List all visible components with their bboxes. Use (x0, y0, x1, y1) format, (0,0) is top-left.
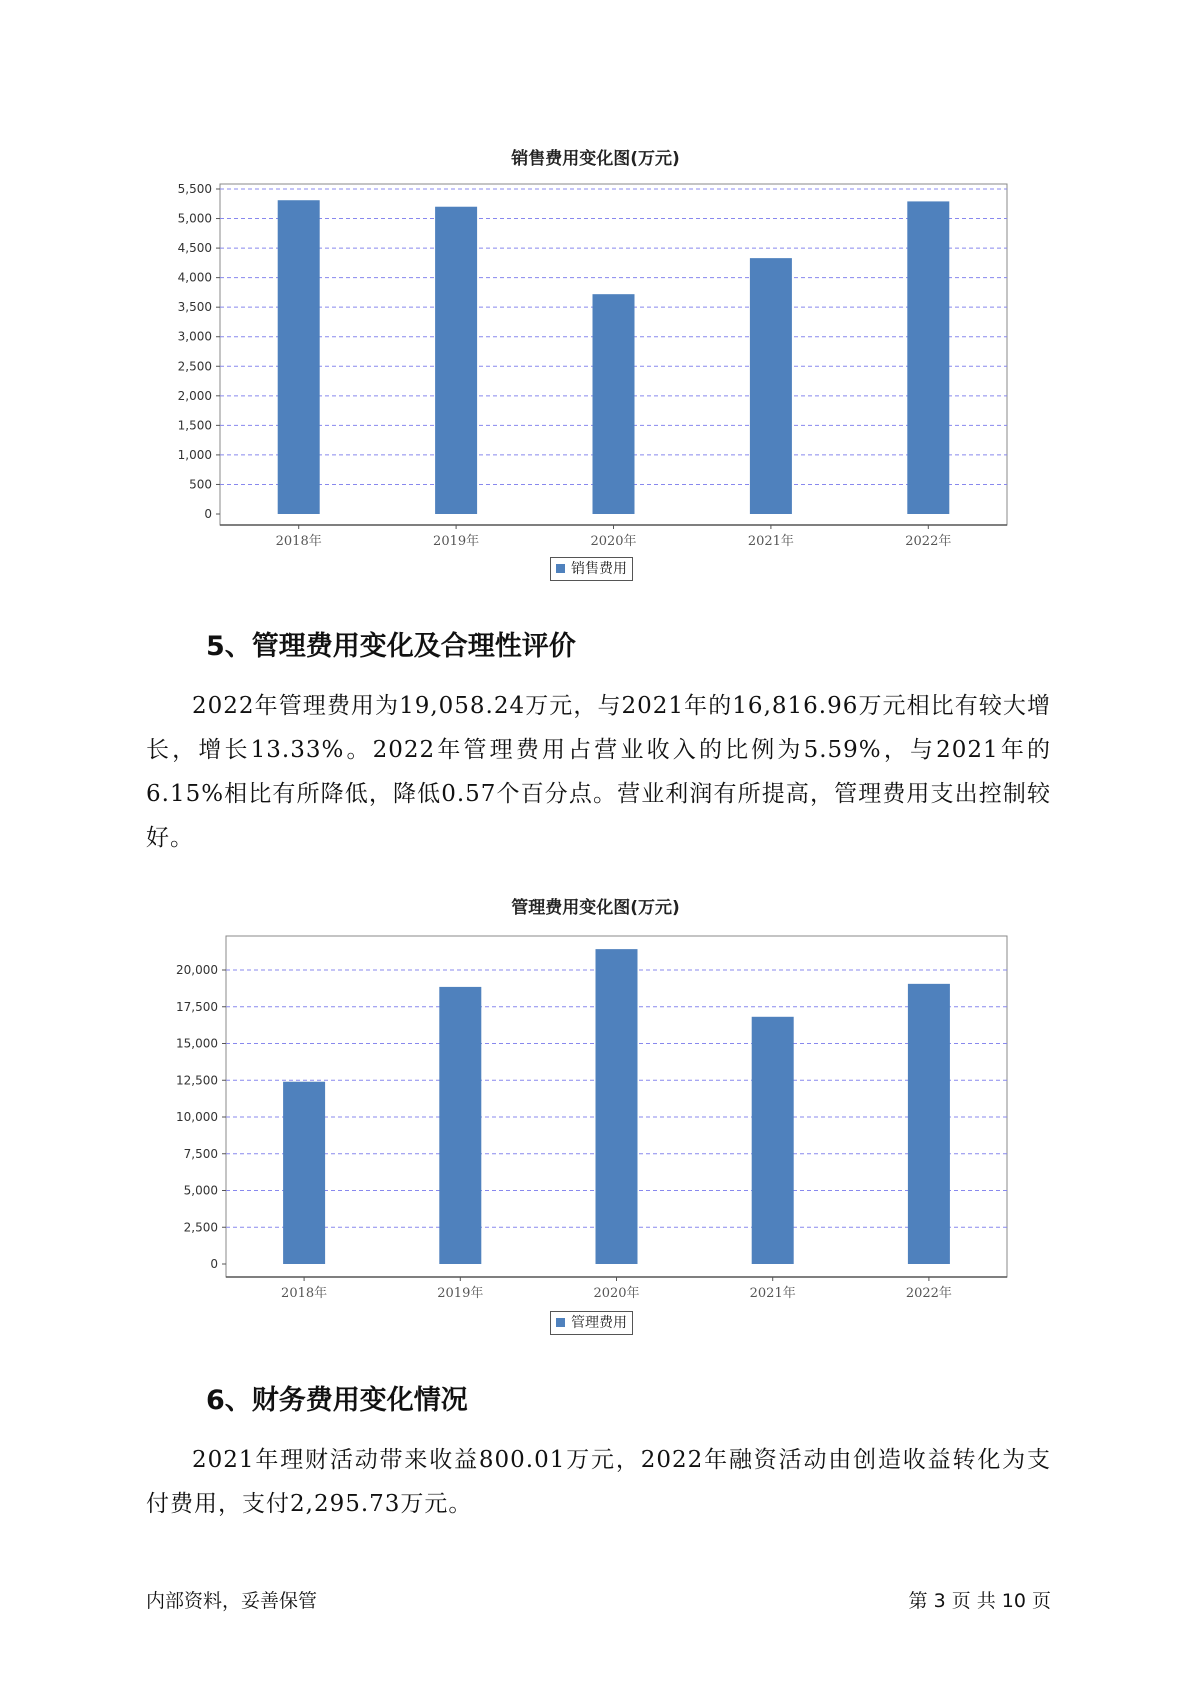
section-5-heading: 5、管理费用变化及合理性评价 (206, 631, 576, 662)
y-tick-label: 2,000 (177, 388, 212, 403)
y-tick-label: 15,000 (176, 1036, 218, 1051)
y-tick-label: 4,000 (177, 270, 212, 285)
y-tick-label: 10,000 (176, 1110, 218, 1124)
y-tick-label: 0 (210, 1257, 218, 1271)
x-tick-label: 2021年 (747, 534, 794, 549)
x-tick-label: 2021年 (749, 1286, 796, 1301)
admin-chart-title: 管理费用变化图(万元) (511, 898, 680, 918)
y-tick-label: 20,000 (176, 963, 218, 977)
x-tick-label: 2020年 (593, 1286, 640, 1301)
y-tick-label: 12,500 (176, 1073, 218, 1088)
sales-chart-title: 销售费用变化图(万元) (511, 149, 680, 169)
bar (439, 987, 481, 1264)
y-tick-label: 4,500 (177, 241, 212, 256)
y-tick-label: 3,500 (177, 300, 212, 315)
footer-page-number: 第 3 页 共 10 页 (908, 1590, 1051, 1612)
y-tick-label: 5,000 (177, 211, 212, 226)
y-tick-label: 5,000 (183, 1183, 218, 1198)
x-tick-label: 2019年 (437, 1286, 484, 1301)
y-tick-label: 2,500 (183, 1220, 218, 1235)
section-6-heading: 6、财务费用变化情况 (206, 1385, 468, 1416)
x-tick-label: 2018年 (275, 534, 322, 549)
y-tick-label: 0 (204, 507, 212, 521)
y-tick-label: 2,500 (177, 359, 212, 374)
bar (752, 1017, 794, 1264)
y-tick-label: 1,000 (177, 447, 212, 462)
section-5-paragraph: 2022年管理费用为19,058.24万元，与2021年的16,816.96万元相比有较大增长，增长13.33%。2022年管理费用占营业收入的比例为5.59%，与2021年的6.15%相比有所降低，降低0.57个百分点。营业利润有所提高，管理费用支出控制较好。 (146, 693, 1051, 851)
x-tick-label: 2022年 (905, 534, 952, 549)
bar (283, 1082, 325, 1264)
y-tick-label: 7,500 (183, 1146, 218, 1161)
bar (908, 984, 950, 1264)
x-tick-label: 2022年 (905, 1286, 952, 1301)
y-tick-label: 500 (189, 477, 212, 492)
section-6-paragraph: 2021年理财活动带来收益800.01万元，2022年融资活动由创造收益转化为支付费用，支付2,295.73万元。 (146, 1447, 1051, 1517)
footer-confidential: 内部资料，妥善保管 (146, 1590, 318, 1612)
y-tick-label: 5,500 (177, 182, 212, 196)
x-tick-label: 2019年 (433, 534, 480, 549)
legend-label: 管理费用 (571, 1315, 627, 1331)
legend-label: 销售费用 (571, 561, 627, 577)
y-tick-label: 17,500 (176, 999, 218, 1014)
x-tick-label: 2018年 (281, 1286, 328, 1301)
admin-chart-legend (550, 1311, 633, 1335)
bar (596, 949, 638, 1264)
x-tick-label: 2020年 (590, 534, 637, 549)
y-tick-label: 1,500 (177, 418, 212, 433)
y-tick-label: 3,000 (177, 329, 212, 344)
legend-swatch (556, 1318, 565, 1327)
